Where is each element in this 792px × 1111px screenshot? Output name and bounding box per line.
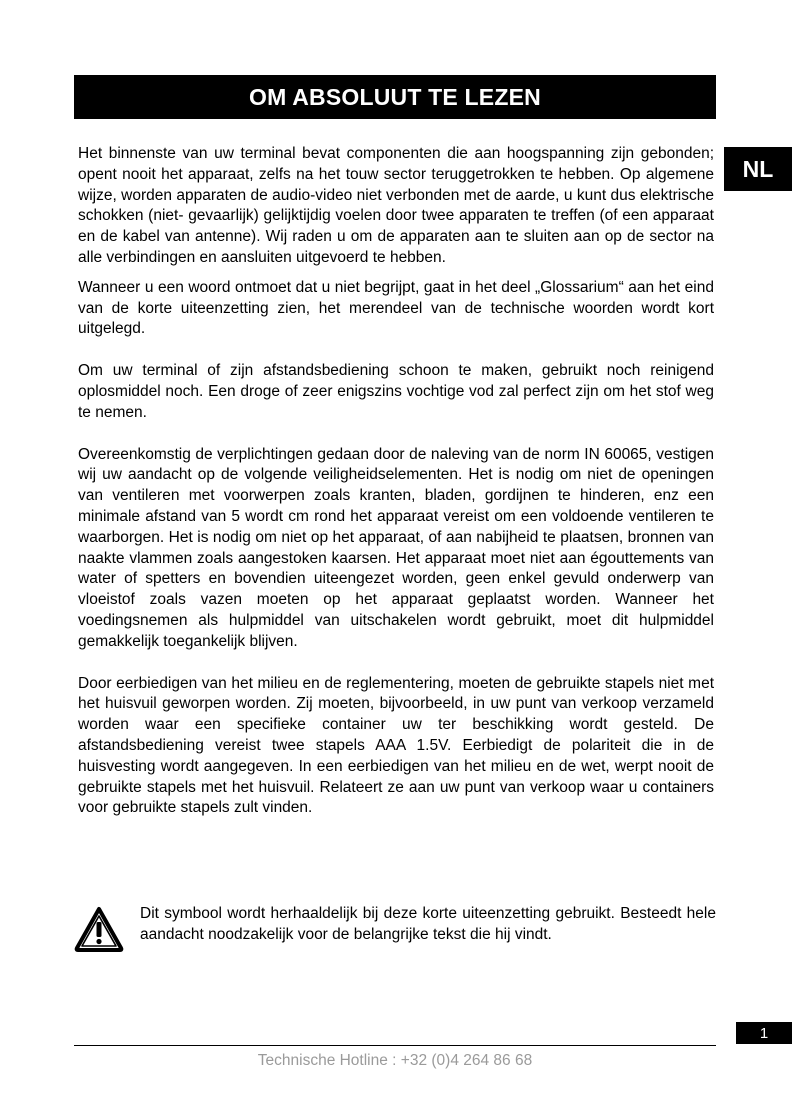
paragraph-batteries: Door eerbiedigen van het milieu en de reglementering, moeten de gebruikte stapels niet met het huisvuil geworpen worden. Zij moeten, bijvoorbeeld, in uw punt van verkoop verzameld worden waar een specifieke container uw ter beschikking wordt gesteld. De afstandsbediening vereist twee stapels AAA 1.5V. Eerbiedigt de polariteit die in de huisvesting wordt aangegeven. In een eerbiedigen van het milieu en de wet, werpt nooit de gebruikte stapels met het huisvuil. Relateert ze aan uw punt van verkoop waar u containers voor gebruikte stapels zult vinden.	[78, 674, 714, 817]
paragraph-ventilation: Overeenkomstig de verplichtingen gedaan door de naleving van de norm IN 60065, vestigen wij uw aandacht op de volgende veiligheidselementen. Het is nodig om niet de openingen van ventileren met voorwerpen zoals kranten, bladen, gordijnen te hinderen, enz een minimale afstand van 5 wordt cm rond het apparaat vereist om een voldoende ventileren te waarborgen. Het is nodig om niet op het apparaat, of aan nabijheid te plaatsen, bronnen van naakte vlammen zoals aangestoken kaarsen. Het apparaat moet niet aan égouttements van water of spetters en bovendien uiteengezet worden, geen enkel gevuld onderwerp van vloeistof zoals vazen moeten op het apparaat geplaatst worden. Wanneer het voedingsnemen als hulpmiddel van uitschakelen wordt gebruikt, moet dit hulpmiddel gemakkelijk toegankelijk blijven.	[78, 445, 714, 650]
warning-note	[74, 904, 716, 952]
paragraph-glossary: Wanneer u een woord ontmoet dat u niet begrijpt, gaat in het deel „Glossarium“ aan het eind van de korte uiteenzetting zien, het merendeel van de technische woorden wordt kort uitgelegd.	[78, 278, 714, 338]
page-title: OM ABSOLUUT TE LEZEN	[249, 83, 541, 110]
paragraph-safety-voltage: Het binnenste van uw terminal bevat componenten die aan hoogspanning zijn gebonden; opent nooit het apparaat, zelfs na het touw sector teruggetrokken te hebben. Op algemene wijze, worden apparaten de audio-video niet verbonden met de aarde, u kunt dus elektrische schokken (niet- gevaarlijk) gelijktijdig voelen door twee apparaten te treffen (of een apparaat en de kabel van antenne). Wij raden u om de apparaten aan te sluiten aan op de sector na alle verbindingen en aansluiten uitgevoerd te hebben.	[78, 145, 714, 266]
paragraph-cleaning: Om uw terminal of zijn afstandsbediening schoon te maken, gebruikt noch reinigend oplosmiddel noch. Een droge of zeer enigszins vochtige vod zal perfect zijn om het stof weg te nemen.	[78, 362, 714, 421]
warning-triangle-icon	[74, 906, 124, 952]
page-number-badge	[736, 1022, 792, 1044]
language-tab	[724, 147, 792, 191]
footer-divider	[74, 1045, 716, 1046]
footer-hotline: Technische Hotline : +32 (0)4 264 86 68	[257, 1052, 533, 1069]
warning-text: Dit symbool wordt herhaaldelijk bij deze korte uiteenzetting gebruikt. Besteedt hele aandacht noodzakelijk voor de belangrijke tekst die hij vindt.	[140, 905, 716, 943]
page-number: 1	[759, 1024, 769, 1042]
page-title-bar	[74, 75, 716, 119]
language-tab-label: NL	[742, 155, 774, 182]
main-content	[78, 144, 714, 819]
